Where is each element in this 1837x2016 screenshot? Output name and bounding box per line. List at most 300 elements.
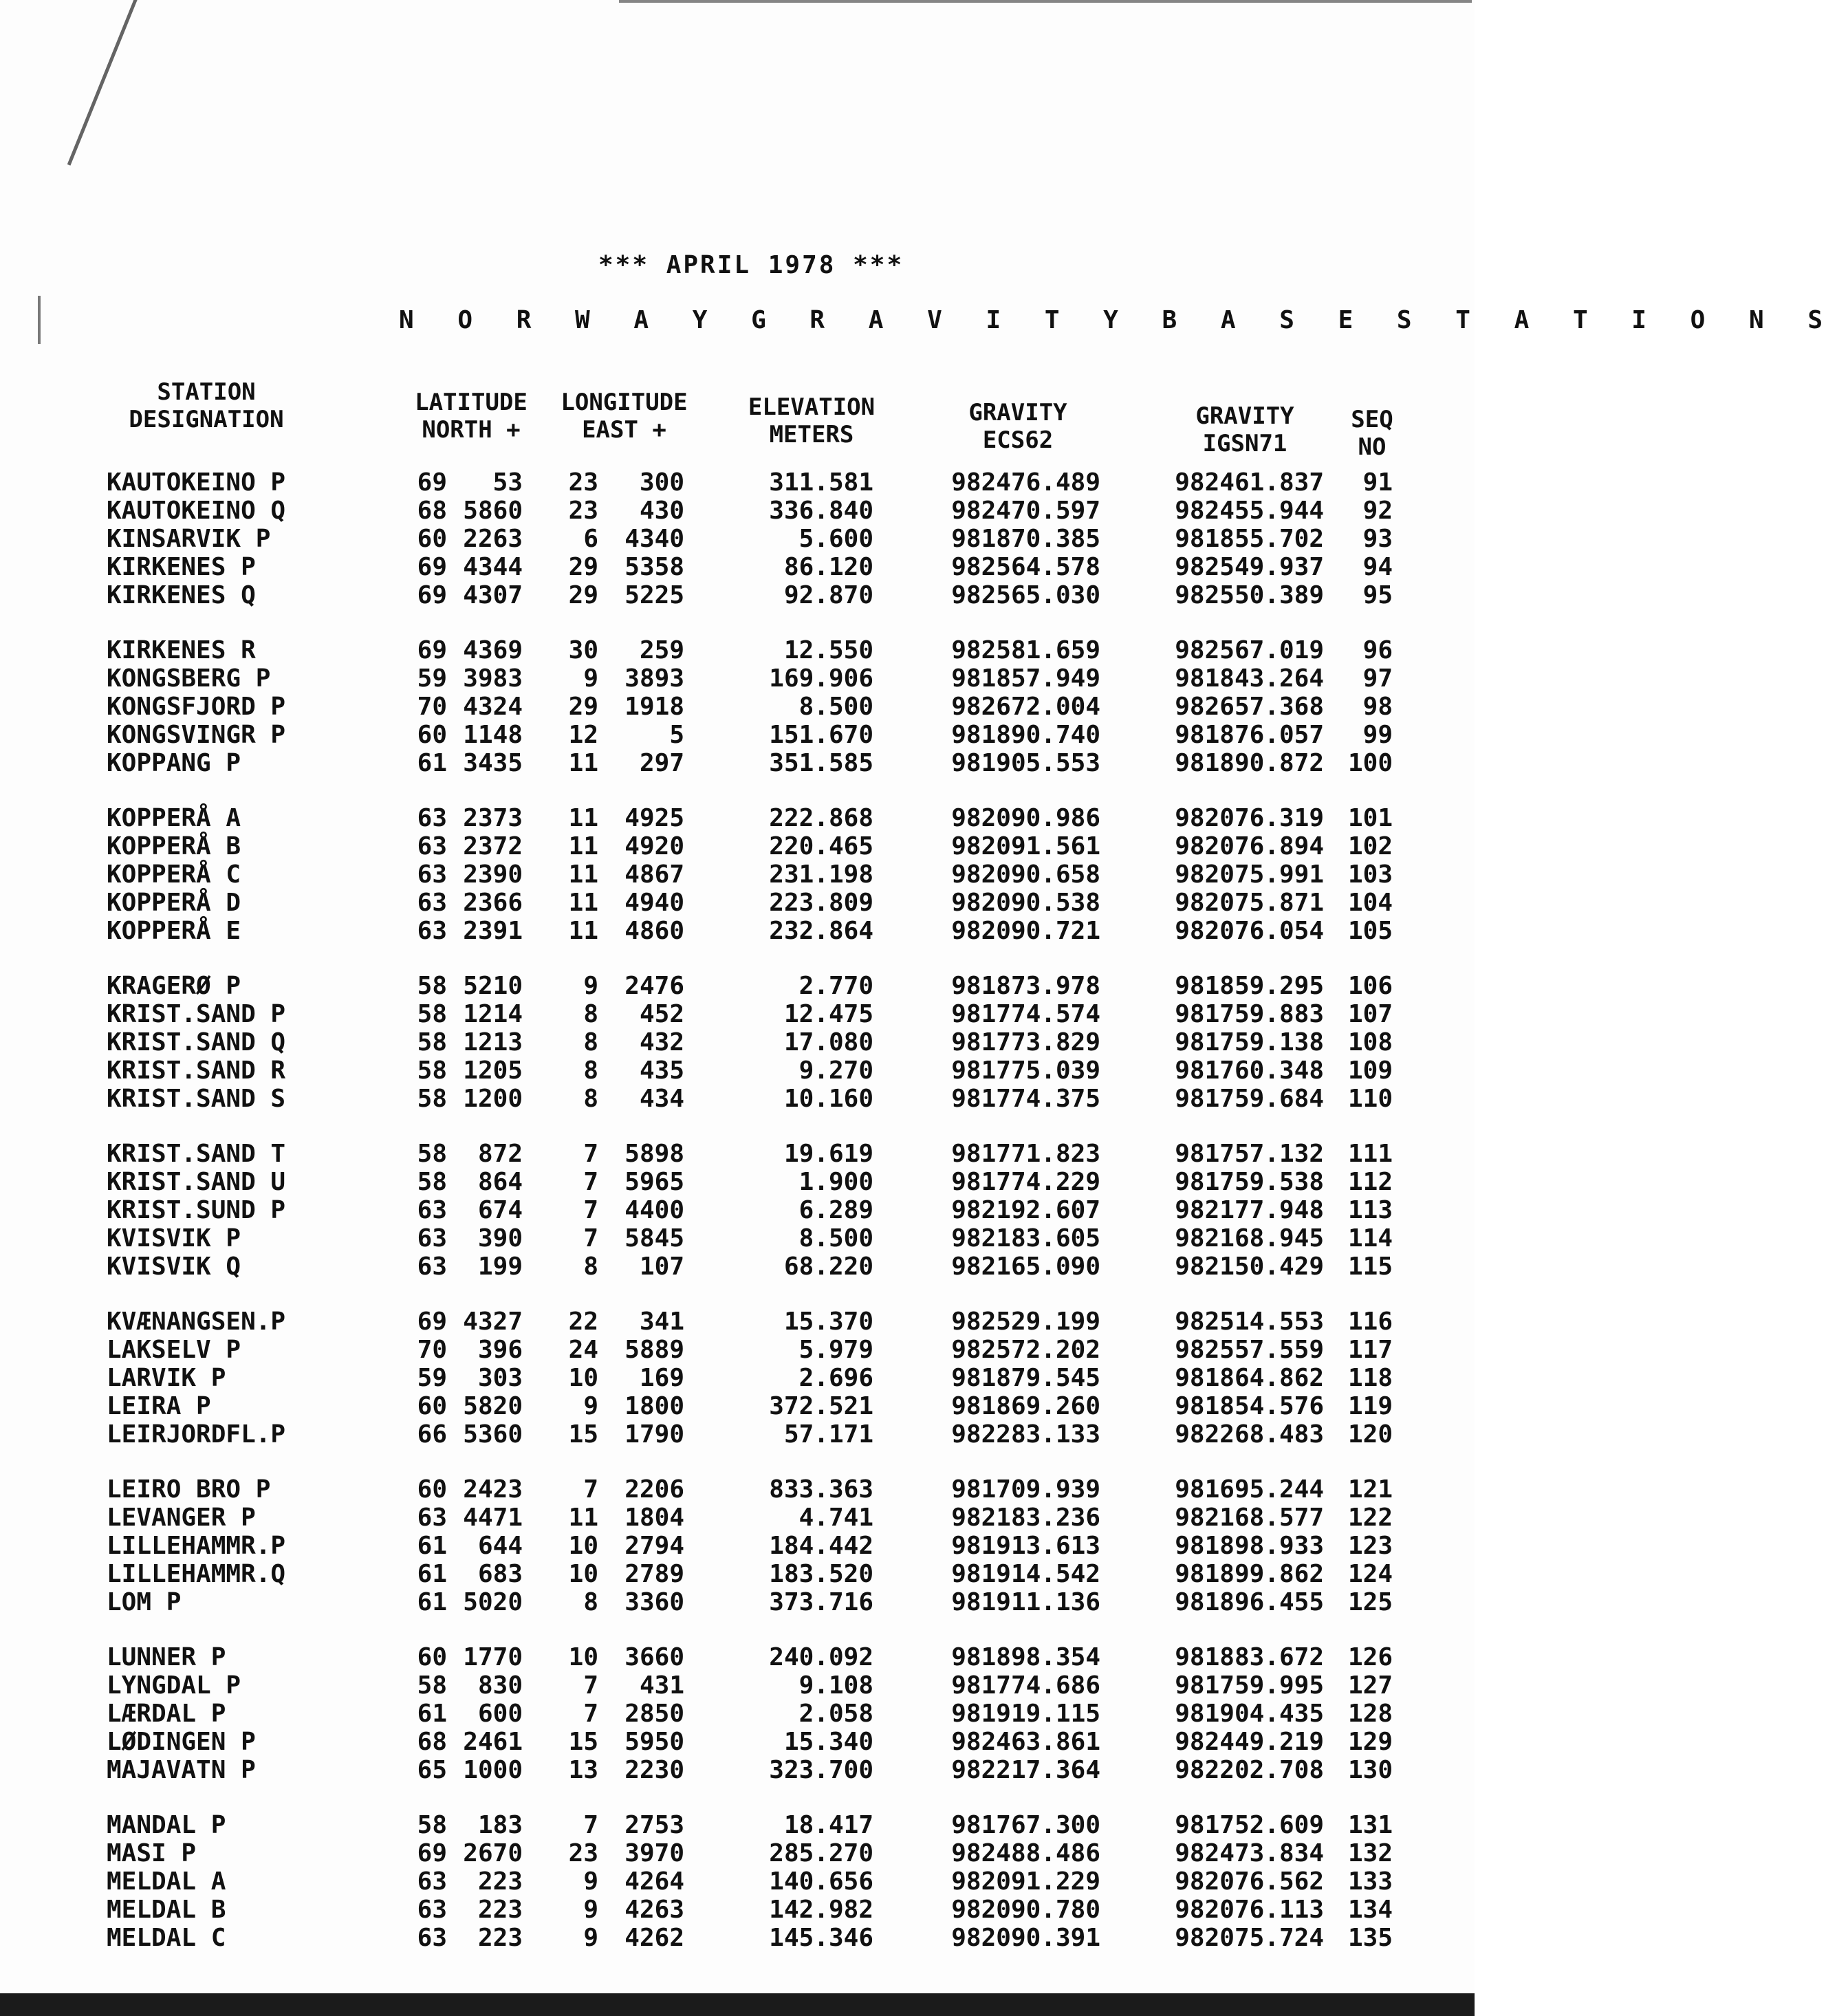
gravity-igsn71-value: 982657.368: [1175, 693, 1324, 721]
latitude-minutes: 872: [477, 1140, 523, 1168]
table-row: [0, 1169, 1475, 1196]
table-row: [0, 665, 1475, 693]
longitude-minutes: 297: [639, 749, 684, 777]
sequence-number: 96: [1362, 636, 1393, 664]
elevation-value: 5.600: [798, 525, 873, 553]
column-header-line: NORTH +: [422, 416, 521, 444]
latitude-minutes: 4369: [463, 636, 523, 664]
latitude-minutes: 2423: [463, 1475, 523, 1504]
elevation-value: 183.520: [769, 1560, 873, 1588]
latitude-degrees: 58: [417, 1056, 447, 1085]
table-row: [0, 918, 1475, 945]
longitude-minutes: 300: [639, 468, 684, 497]
latitude-degrees: 70: [417, 1336, 447, 1364]
longitude-degrees: 12: [568, 721, 598, 749]
gravity-igsn71-value: 982567.019: [1175, 636, 1324, 664]
longitude-minutes: 4264: [624, 1867, 684, 1896]
station-name: KONGSFJORD P: [107, 693, 286, 721]
latitude-minutes: 2263: [463, 525, 523, 553]
latitude-minutes: 1000: [463, 1756, 523, 1784]
longitude-degrees: 9: [583, 1924, 598, 1952]
longitude-minutes: 3660: [624, 1643, 684, 1671]
sequence-number: 104: [1347, 889, 1393, 917]
longitude-minutes: 1800: [624, 1392, 684, 1420]
longitude-minutes: 4920: [624, 832, 684, 860]
longitude-degrees: 23: [568, 468, 598, 497]
latitude-minutes: 5820: [463, 1392, 523, 1420]
gravity-igsn71-value: 982076.319: [1175, 804, 1324, 832]
longitude-minutes: 4263: [624, 1896, 684, 1924]
sequence-number: 116: [1347, 1308, 1393, 1336]
report-date: *** APRIL 1978 ***: [598, 251, 904, 279]
station-name: LARVIK P: [107, 1364, 226, 1392]
gravity-ecs62-value: 981873.978: [951, 972, 1100, 1000]
table-row: [0, 1644, 1475, 1671]
longitude-degrees: 22: [568, 1308, 598, 1336]
table-row: [0, 1896, 1475, 1924]
longitude-degrees: 23: [568, 497, 598, 525]
station-name: KRIST.SAND T: [107, 1140, 286, 1168]
table-row: [0, 582, 1475, 609]
station-name: MASI P: [107, 1839, 197, 1867]
longitude-minutes: 4940: [624, 889, 684, 917]
gravity-ecs62-value: 982090.391: [951, 1924, 1100, 1952]
elevation-value: 86.120: [783, 553, 873, 581]
longitude-minutes: 1918: [624, 693, 684, 721]
latitude-minutes: 223: [477, 1896, 523, 1924]
station-name: MELDAL A: [107, 1867, 226, 1896]
gravity-ecs62-value: 981869.260: [951, 1392, 1100, 1420]
latitude-degrees: 58: [417, 1168, 447, 1196]
latitude-minutes: 53: [492, 468, 523, 497]
elevation-value: 12.475: [783, 1000, 873, 1028]
elevation-value: 68.220: [783, 1253, 873, 1281]
gravity-igsn71-value: 981859.295: [1175, 972, 1324, 1000]
gravity-igsn71-value: 982449.219: [1175, 1728, 1324, 1756]
longitude-minutes: 2753: [624, 1811, 684, 1839]
table-row: [0, 1868, 1475, 1896]
longitude-degrees: 7: [583, 1811, 598, 1839]
station-name: MAJAVATN P: [107, 1756, 256, 1784]
table-row: [0, 1085, 1475, 1113]
gravity-igsn71-value: 981904.435: [1175, 1700, 1324, 1728]
longitude-minutes: 5358: [624, 553, 684, 581]
latitude-minutes: 2670: [463, 1839, 523, 1867]
longitude-minutes: 2230: [624, 1756, 684, 1784]
station-name: LÆRDAL P: [107, 1700, 226, 1728]
table-row: [0, 833, 1475, 860]
longitude-degrees: 6: [583, 525, 598, 553]
gravity-igsn71-value: 981890.872: [1175, 749, 1324, 777]
table-row: [0, 1029, 1475, 1056]
latitude-minutes: 3435: [463, 749, 523, 777]
longitude-minutes: 107: [639, 1253, 684, 1281]
elevation-value: 92.870: [783, 581, 873, 609]
table-row: [0, 1001, 1475, 1028]
longitude-minutes: 3360: [624, 1588, 684, 1616]
longitude-minutes: 430: [639, 497, 684, 525]
station-name: KRIST.SUND P: [107, 1196, 286, 1224]
longitude-minutes: 5965: [624, 1168, 684, 1196]
column-header-line: LATITUDE: [415, 389, 528, 416]
station-name: LYNGDAL P: [107, 1671, 241, 1700]
gravity-igsn71-value: 981752.609: [1175, 1811, 1324, 1839]
longitude-minutes: 3893: [624, 664, 684, 693]
longitude-degrees: 24: [568, 1336, 598, 1364]
gravity-igsn71-value: 981876.057: [1175, 721, 1324, 749]
latitude-degrees: 58: [417, 1811, 447, 1839]
longitude-minutes: 4860: [624, 917, 684, 945]
column-header-line: EAST +: [582, 416, 666, 444]
latitude-degrees: 68: [417, 1728, 447, 1756]
gravity-ecs62-value: 982463.861: [951, 1728, 1100, 1756]
table-row: [0, 1393, 1475, 1420]
gravity-igsn71-value: 982168.577: [1175, 1504, 1324, 1532]
gravity-igsn71-value: 981899.862: [1175, 1560, 1324, 1588]
table-row: [0, 1757, 1475, 1784]
table-row: [0, 1140, 1475, 1168]
station-name: KRIST.SAND P: [107, 1000, 286, 1028]
sequence-number: 103: [1347, 860, 1393, 889]
longitude-degrees: 11: [568, 889, 598, 917]
gravity-igsn71-value: 982202.708: [1175, 1756, 1324, 1784]
latitude-degrees: 60: [417, 1643, 447, 1671]
table-row: [0, 469, 1475, 497]
latitude-minutes: 2372: [463, 832, 523, 860]
longitude-degrees: 11: [568, 749, 598, 777]
latitude-degrees: 69: [417, 1839, 447, 1867]
latitude-degrees: 58: [417, 1000, 447, 1028]
table-row: [0, 554, 1475, 581]
gravity-ecs62-value: 981890.740: [951, 721, 1100, 749]
latitude-minutes: 5860: [463, 497, 523, 525]
latitude-degrees: 61: [417, 1560, 447, 1588]
sequence-number: 134: [1347, 1896, 1393, 1924]
gravity-ecs62-value: 982192.607: [951, 1196, 1100, 1224]
longitude-degrees: 29: [568, 693, 598, 721]
elevation-value: 15.340: [783, 1728, 873, 1756]
longitude-minutes: 1804: [624, 1504, 684, 1532]
column-header-line: GRAVITY: [1195, 402, 1294, 430]
gravity-ecs62-value: 982581.659: [951, 636, 1100, 664]
table-row: [0, 693, 1475, 721]
longitude-degrees: 15: [568, 1728, 598, 1756]
latitude-minutes: 5020: [463, 1588, 523, 1616]
sequence-number: 123: [1347, 1532, 1393, 1560]
longitude-minutes: 2850: [624, 1700, 684, 1728]
table-row: [0, 1840, 1475, 1867]
sequence-number: 121: [1347, 1475, 1393, 1504]
gravity-igsn71-value: 981759.538: [1175, 1168, 1324, 1196]
longitude-minutes: 2476: [624, 972, 684, 1000]
latitude-degrees: 61: [417, 1532, 447, 1560]
gravity-ecs62-value: 981911.136: [951, 1588, 1100, 1616]
longitude-degrees: 9: [583, 1392, 598, 1420]
gravity-igsn71-value: 982076.894: [1175, 832, 1324, 860]
longitude-degrees: 9: [583, 664, 598, 693]
elevation-value: 9.270: [798, 1056, 873, 1085]
gravity-igsn71-value: 982550.389: [1175, 581, 1324, 609]
gravity-igsn71-value: 982076.054: [1175, 917, 1324, 945]
table-row: [0, 722, 1475, 749]
table-row: [0, 1197, 1475, 1224]
gravity-ecs62-value: 982565.030: [951, 581, 1100, 609]
elevation-value: 373.716: [769, 1588, 873, 1616]
longitude-degrees: 10: [568, 1364, 598, 1392]
latitude-minutes: 2461: [463, 1728, 523, 1756]
sequence-number: 117: [1347, 1336, 1393, 1364]
longitude-minutes: 5898: [624, 1140, 684, 1168]
longitude-degrees: 30: [568, 636, 598, 664]
latitude-degrees: 61: [417, 1588, 447, 1616]
longitude-minutes: 4262: [624, 1924, 684, 1952]
latitude-minutes: 2391: [463, 917, 523, 945]
latitude-degrees: 60: [417, 525, 447, 553]
sequence-number: 94: [1362, 553, 1393, 581]
gravity-igsn71-value: 981855.702: [1175, 525, 1324, 553]
gravity-igsn71-value: 981883.672: [1175, 1643, 1324, 1671]
elevation-value: 311.581: [769, 468, 873, 497]
station-name: KRIST.SAND U: [107, 1168, 286, 1196]
gravity-ecs62-value: 982090.538: [951, 889, 1100, 917]
station-name: KOPPERÅ B: [107, 832, 241, 860]
longitude-minutes: 3970: [624, 1839, 684, 1867]
latitude-degrees: 63: [417, 832, 447, 860]
gravity-igsn71-value: 982076.113: [1175, 1896, 1324, 1924]
sequence-number: 129: [1347, 1728, 1393, 1756]
column-header-line: STATION: [157, 378, 256, 406]
latitude-degrees: 66: [417, 1420, 447, 1449]
gravity-ecs62-value: 982090.780: [951, 1896, 1100, 1924]
station-name: KOPPERÅ D: [107, 889, 241, 917]
column-header-gravity-igsn71: [1142, 402, 1348, 457]
latitude-minutes: 303: [477, 1364, 523, 1392]
latitude-degrees: 63: [417, 917, 447, 945]
sequence-number: 93: [1362, 525, 1393, 553]
sequence-number: 125: [1347, 1588, 1393, 1616]
latitude-degrees: 58: [417, 1140, 447, 1168]
latitude-minutes: 390: [477, 1224, 523, 1253]
gravity-igsn71-value: 981757.132: [1175, 1140, 1324, 1168]
latitude-degrees: 59: [417, 664, 447, 693]
station-name: LEIRA P: [107, 1392, 211, 1420]
gravity-ecs62-value: 981898.354: [951, 1643, 1100, 1671]
gravity-igsn71-value: 981759.138: [1175, 1028, 1324, 1056]
elevation-value: 140.656: [769, 1867, 873, 1896]
elevation-value: 2.058: [798, 1700, 873, 1728]
station-name: KRIST.SAND S: [107, 1085, 286, 1113]
longitude-degrees: 7: [583, 1168, 598, 1196]
sequence-number: 119: [1347, 1392, 1393, 1420]
latitude-degrees: 69: [417, 468, 447, 497]
longitude-minutes: 4340: [624, 525, 684, 553]
latitude-degrees: 63: [417, 1924, 447, 1952]
elevation-value: 240.092: [769, 1643, 873, 1671]
latitude-minutes: 1200: [463, 1085, 523, 1113]
gravity-ecs62-value: 982165.090: [951, 1253, 1100, 1281]
elevation-value: 336.840: [769, 497, 873, 525]
table-row: [0, 1336, 1475, 1364]
station-name: MELDAL C: [107, 1924, 226, 1952]
sequence-number: 111: [1347, 1140, 1393, 1168]
latitude-degrees: 58: [417, 1028, 447, 1056]
gravity-ecs62-value: 981774.375: [951, 1085, 1100, 1113]
longitude-degrees: 8: [583, 1253, 598, 1281]
gravity-igsn71-value: 982076.562: [1175, 1867, 1324, 1896]
gravity-igsn71-value: 982549.937: [1175, 553, 1324, 581]
elevation-value: 15.370: [783, 1308, 873, 1336]
gravity-ecs62-value: 982183.605: [951, 1224, 1100, 1253]
gravity-ecs62-value: 982283.133: [951, 1420, 1100, 1449]
latitude-degrees: 61: [417, 749, 447, 777]
table-row: [0, 637, 1475, 664]
sequence-number: 105: [1347, 917, 1393, 945]
latitude-minutes: 683: [477, 1560, 523, 1588]
longitude-minutes: 431: [639, 1671, 684, 1700]
sequence-number: 108: [1347, 1028, 1393, 1056]
latitude-minutes: 1148: [463, 721, 523, 749]
longitude-degrees: 13: [568, 1756, 598, 1784]
table-row: [0, 1532, 1475, 1560]
sequence-number: 98: [1362, 693, 1393, 721]
gravity-ecs62-value: 981913.613: [951, 1532, 1100, 1560]
gravity-ecs62-value: 982529.199: [951, 1308, 1100, 1336]
latitude-minutes: 3983: [463, 664, 523, 693]
table-row: [0, 750, 1475, 777]
station-name: KINSARVIK P: [107, 525, 271, 553]
longitude-degrees: 7: [583, 1700, 598, 1728]
latitude-degrees: 58: [417, 1671, 447, 1700]
elevation-value: 323.700: [769, 1756, 873, 1784]
sequence-number: 106: [1347, 972, 1393, 1000]
sequence-number: 135: [1347, 1924, 1393, 1952]
table-row: [0, 1672, 1475, 1700]
longitude-degrees: 11: [568, 1504, 598, 1532]
longitude-degrees: 10: [568, 1643, 598, 1671]
sequence-number: 120: [1347, 1420, 1393, 1449]
sequence-number: 99: [1362, 721, 1393, 749]
station-name: KVISVIK P: [107, 1224, 241, 1253]
longitude-degrees: 7: [583, 1475, 598, 1504]
gravity-igsn71-value: 981896.455: [1175, 1588, 1324, 1616]
station-name: KRIST.SAND R: [107, 1056, 286, 1085]
table-row: [0, 1700, 1475, 1728]
elevation-value: 2.696: [798, 1364, 873, 1392]
gravity-ecs62-value: 981767.300: [951, 1811, 1100, 1839]
longitude-minutes: 432: [639, 1028, 684, 1056]
station-name: LILLEHAMMR.P: [107, 1532, 286, 1560]
gravity-ecs62-value: 981879.545: [951, 1364, 1100, 1392]
station-name: KVISVIK Q: [107, 1253, 241, 1281]
longitude-minutes: 4400: [624, 1196, 684, 1224]
sequence-number: 115: [1347, 1253, 1393, 1281]
gravity-ecs62-value: 981709.939: [951, 1475, 1100, 1504]
sequence-number: 132: [1347, 1839, 1393, 1867]
elevation-value: 6.289: [798, 1196, 873, 1224]
longitude-minutes: 5: [669, 721, 684, 749]
gravity-ecs62-value: 981774.574: [951, 1000, 1100, 1028]
station-name: MANDAL P: [107, 1811, 226, 1839]
latitude-degrees: 63: [417, 1224, 447, 1253]
sequence-number: 124: [1347, 1560, 1393, 1588]
station-name: KAUTOKEINO Q: [107, 497, 286, 525]
gravity-igsn71-value: 982268.483: [1175, 1420, 1324, 1449]
elevation-value: 223.809: [769, 889, 873, 917]
latitude-minutes: 4307: [463, 581, 523, 609]
longitude-degrees: 10: [568, 1532, 598, 1560]
latitude-minutes: 4324: [463, 693, 523, 721]
sequence-number: 118: [1347, 1364, 1393, 1392]
station-name: KOPPANG P: [107, 749, 241, 777]
latitude-minutes: 674: [477, 1196, 523, 1224]
longitude-degrees: 11: [568, 860, 598, 889]
elevation-value: 184.442: [769, 1532, 873, 1560]
latitude-degrees: 69: [417, 553, 447, 581]
table-row: [0, 805, 1475, 832]
sequence-number: 130: [1347, 1756, 1393, 1784]
longitude-degrees: 8: [583, 1028, 598, 1056]
station-name: LILLEHAMMR.Q: [107, 1560, 286, 1588]
longitude-minutes: 259: [639, 636, 684, 664]
latitude-minutes: 1205: [463, 1056, 523, 1085]
station-name: KAUTOKEINO P: [107, 468, 286, 497]
elevation-value: 222.868: [769, 804, 873, 832]
latitude-minutes: 600: [477, 1700, 523, 1728]
gravity-igsn71-value: 981854.576: [1175, 1392, 1324, 1420]
station-name: KONGSVINGR P: [107, 721, 286, 749]
longitude-minutes: 5889: [624, 1336, 684, 1364]
elevation-value: 19.619: [783, 1140, 873, 1168]
table-row: [0, 1504, 1475, 1532]
elevation-value: 9.108: [798, 1671, 873, 1700]
table-row: [0, 1561, 1475, 1588]
longitude-minutes: 4925: [624, 804, 684, 832]
longitude-minutes: 2789: [624, 1560, 684, 1588]
gravity-ecs62-value: 981773.829: [951, 1028, 1100, 1056]
longitude-degrees: 8: [583, 1056, 598, 1085]
gravity-ecs62-value: 982090.986: [951, 804, 1100, 832]
longitude-degrees: 23: [568, 1839, 598, 1867]
sequence-number: 110: [1347, 1085, 1393, 1113]
latitude-degrees: 60: [417, 1475, 447, 1504]
column-header-latitude: [395, 389, 547, 444]
sequence-number: 92: [1362, 497, 1393, 525]
station-name: KIRKENES R: [107, 636, 256, 664]
latitude-minutes: 4344: [463, 553, 523, 581]
station-name: LEIRO BRO P: [107, 1475, 271, 1504]
gravity-ecs62-value: 982090.721: [951, 917, 1100, 945]
elevation-value: 145.346: [769, 1924, 873, 1952]
table-row: [0, 525, 1475, 553]
table-row: [0, 1812, 1475, 1839]
longitude-degrees: 11: [568, 917, 598, 945]
latitude-minutes: 2373: [463, 804, 523, 832]
gravity-ecs62-value: 981775.039: [951, 1056, 1100, 1085]
latitude-degrees: 59: [417, 1364, 447, 1392]
elevation-value: 12.550: [783, 636, 873, 664]
gravity-ecs62-value: 982564.578: [951, 553, 1100, 581]
station-name: LØDINGEN P: [107, 1728, 256, 1756]
sequence-number: 107: [1347, 1000, 1393, 1028]
column-header-line: ECS62: [982, 426, 1054, 454]
longitude-degrees: 8: [583, 1000, 598, 1028]
longitude-degrees: 7: [583, 1140, 598, 1168]
station-name: KOPPERÅ C: [107, 860, 241, 889]
gravity-igsn71-value: 982557.559: [1175, 1336, 1324, 1364]
elevation-value: 4.741: [798, 1504, 873, 1532]
gravity-ecs62-value: 982090.658: [951, 860, 1100, 889]
gravity-ecs62-value: 982476.489: [951, 468, 1100, 497]
